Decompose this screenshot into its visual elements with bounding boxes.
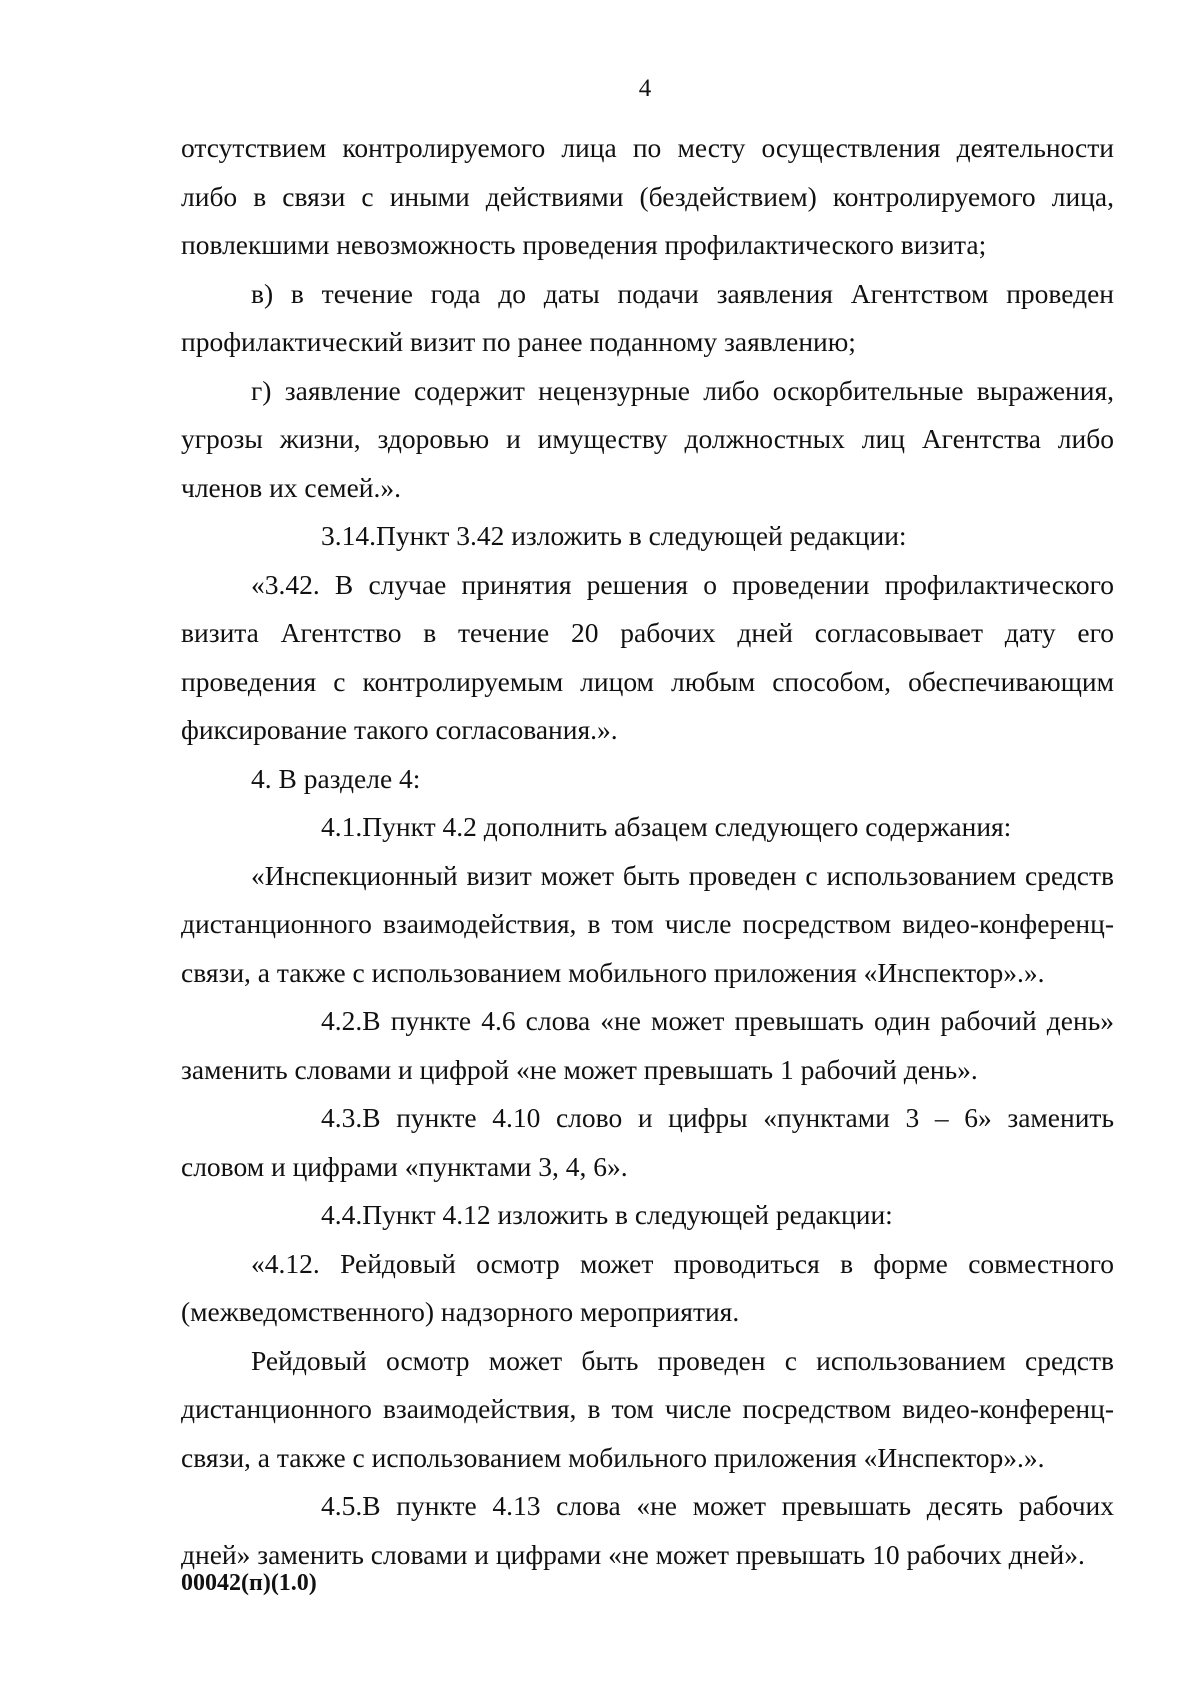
clause-text: Пункт 3.42 изложить в следующей редакции: — [376, 520, 907, 551]
document-code: 00042(п)(1.0) — [181, 1570, 317, 1596]
document-body — [181, 124, 1114, 1579]
paragraph-quote-inspection-visit: «Инспекционный визит может быть проведен с использованием средств дистанционного взаимодействия, в том числе посредством видео-конференц-связи, а также с использованием мобильного приложения «Инспектор».». — [181, 859, 1114, 988]
paragraph-item-g: г) заявление содержит нецензурные либо оскорбительные выражения, угрозы жизни, здоровью и имуществу должностных лиц Агентства либо членов их семей.». — [181, 374, 1114, 503]
paragraph-4-2 — [181, 997, 1114, 1094]
clause-number: 4.5. — [321, 1490, 363, 1521]
clause-number: 4.3. — [321, 1102, 363, 1133]
paragraph-section-4: 4. В разделе 4: — [251, 762, 421, 794]
paragraph-quote-3-42: «3.42. В случае принятия решения о проведении профилактического визита Агентство в течение 20 рабочих дней согласовывает дату его проведения с контролируемым лицом любым способом, обеспечивающим фиксирование такого согласования.». — [181, 568, 1114, 745]
paragraph-item-v: в) в течение года до даты подачи заявления Агентством проведен профилактический визит по ранее поданному заявлению; — [181, 277, 1114, 357]
clause-text: В пункте 4.10 слово и цифры «пунктами 3 – 6» заменить словом и цифрами «пунктами 3, 4, 6». — [181, 1102, 1114, 1182]
paragraph-4-1 — [181, 803, 1114, 852]
paragraph-quote-4-12: «4.12. Рейдовый осмотр может проводиться в форме совместного (межведомственного) надзорного мероприятия. — [181, 1247, 1114, 1327]
clause-number: 4.2. — [321, 1005, 363, 1036]
clause-text: Пункт 4.2 дополнить абзацем следующего содержания: — [362, 811, 1012, 842]
paragraph-raid-inspection: Рейдовый осмотр может быть проведен с использованием средств дистанционного взаимодействия, в том числе посредством видео-конференц-связи, а также с использованием мобильного приложения «Инспектор».». — [181, 1344, 1114, 1473]
clause-number: 4.4. — [321, 1199, 363, 1230]
paragraph-continuation: отсутствием контролируемого лица по месту осуществления деятельности либо в связи с иными действиями (бездействием) контролируемого лица, повлекшими невозможность проведения профилактического визита; — [181, 132, 1114, 260]
clause-text: В пункте 4.6 слова «не может превышать один рабочий день» заменить словами и цифрой «не может превышать 1 рабочий день». — [181, 1005, 1114, 1085]
paragraph-4-5 — [181, 1482, 1114, 1579]
paragraph-4-3 — [181, 1094, 1114, 1191]
clause-number: 3.14. — [321, 520, 376, 551]
paragraph-3-14 — [181, 512, 1114, 561]
clause-number: 4.1. — [321, 811, 363, 842]
clause-text: Пункт 4.12 изложить в следующей редакции: — [362, 1199, 893, 1230]
page-number: 4 — [638, 75, 652, 102]
paragraph-4-4 — [181, 1191, 1114, 1240]
clause-text: В пункте 4.13 слова «не может превышать десять рабочих дней» заменить словами и цифрами «не может превышать 10 рабочих дней». — [181, 1490, 1114, 1570]
